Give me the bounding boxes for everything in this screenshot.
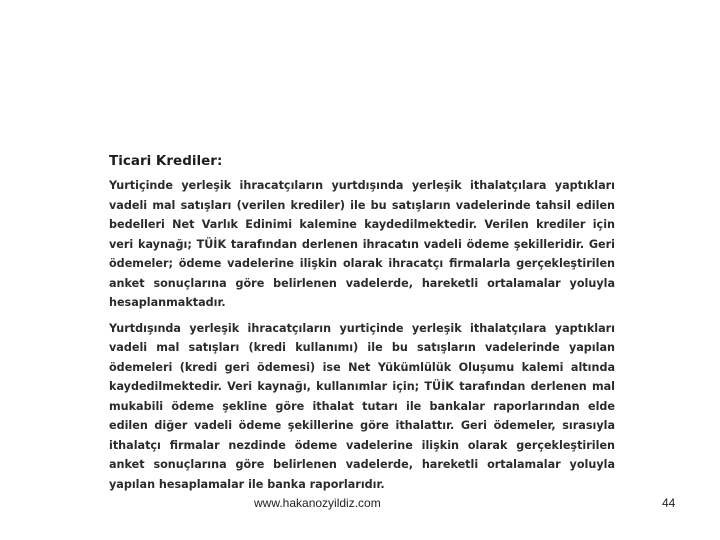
page-number: 44 — [662, 496, 676, 510]
paragraph-importers-credits: Yurtdışında yerleşik ihracatçıların yurtiçinde yerleşik ithalatçılara yaptıkları vadeli mal satışları (kredi kullanımı) ile bu satışların vadelerinde yapılan ödemeleri (kredi geri ödemesi) ise Net Yükümlülük Oluşumu kalemi altında kaydedilmektedir. Veri kaynağı, kullanımlar için; TÜİK tarafından derlenen mal mukabili ödeme şekline göre ithalat tutarı ile bankalar raporlarından elde edilen diğer vadeli ödeme şekillerine göre ithalattır. Geri ödemeler, sırasıyla ithalatçı firmalar nezdinde ödeme vadelerine ilişkin olarak gerçekleştirilen anket sonuçlarına göre belirlenen vadelerde, hareketli ortalamalar yoluyla yapılan hesaplamalar ile banka raporlarıdır. — [109, 321, 615, 491]
footer-website-link[interactable]: www.hakanozyildiz.com — [254, 496, 381, 510]
section-heading: Ticari Krediler: — [109, 153, 223, 169]
paragraph-exporters-credits: Yurtiçinde yerleşik ihracatçıların yurtdışında yerleşik ithalatçılara yaptıkları vadeli mal satışları (verilen krediler) ile bu satışların vadelerinde tahsil edilen bedelleri Net Varlık Edinimi kalemine kaydedilmektedir. Verilen krediler için veri kaynağı; TÜİK tarafından derlenen ihracatın vadeli ödeme şekilleridir. Geri ödemeler; ödeme vadelerine ilişkin olarak ihracatçı firmalarla gerçekleştirilen anket sonuçlarına göre belirlenen vadelerde, hareketli ortalamalar yoluyla hesaplanmaktadır. — [109, 179, 615, 309]
document-excerpt — [109, 152, 615, 500]
